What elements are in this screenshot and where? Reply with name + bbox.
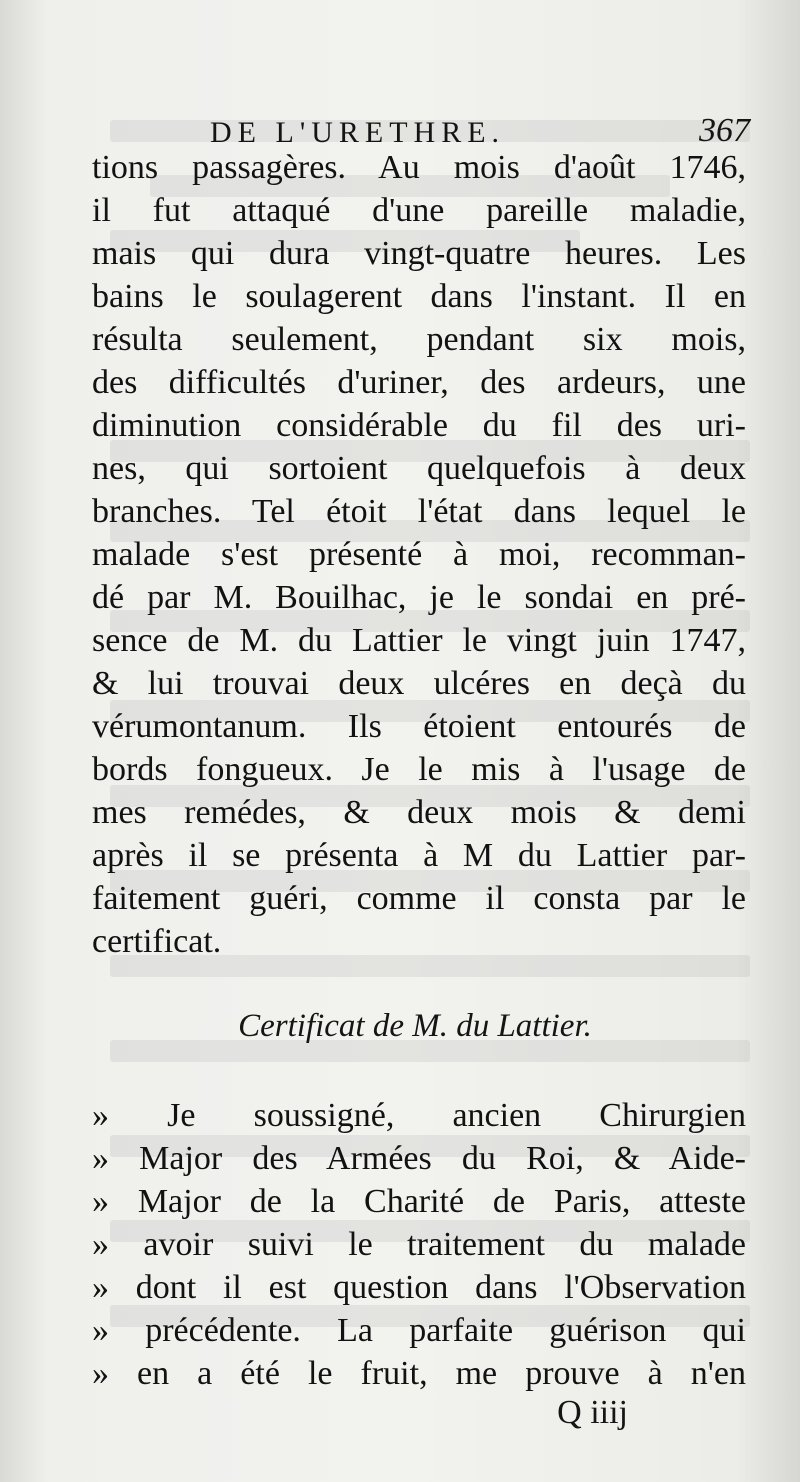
text-line: des difficultés d'uriner, des ardeurs, une bbox=[92, 364, 746, 401]
catchword-signature: Q iiij bbox=[557, 1394, 628, 1431]
certificate-line: » en a été le fruit, me prouve à n'en bbox=[92, 1355, 746, 1392]
text-line: & lui trouvai deux ulcéres en deçà du bbox=[92, 665, 746, 702]
text-line: après il se présenta à M du Lattier par- bbox=[92, 837, 746, 874]
text-line: bords fongueux. Je le mis à l'usage de bbox=[92, 751, 746, 788]
certificate-line: » précédente. La parfaite guérison qui bbox=[92, 1312, 746, 1349]
text-line: mes remédes, & deux mois & demi bbox=[92, 794, 746, 831]
certificate-line: » dont il est question dans l'Observation bbox=[92, 1269, 746, 1306]
text-line: faitement guéri, comme il consta par le bbox=[92, 880, 746, 917]
text-line: tions passagères. Au mois d'août 1746, bbox=[92, 149, 746, 186]
observation-text bbox=[92, 146, 746, 963]
text-line: bains le soulagerent dans l'instant. Il en bbox=[92, 278, 746, 315]
page-header bbox=[210, 98, 750, 150]
certificate-line: » avoir suivi le traitement du malade bbox=[92, 1226, 746, 1263]
running-title: DE L'URETHRE. bbox=[210, 116, 506, 149]
text-line: il fut attaqué d'une pareille maladie, bbox=[92, 192, 746, 229]
text-line: mais qui dura vingt-quatre heures. Les bbox=[92, 235, 746, 272]
text-line: branches. Tel étoit l'état dans lequel le bbox=[92, 493, 746, 530]
certificate-heading: Certificat de M. du Lattier. bbox=[238, 1008, 592, 1044]
text-line: nes, qui sortoient quelquefois à deux bbox=[92, 450, 746, 487]
text-line-last: certificat. bbox=[92, 923, 222, 960]
certificate-line: » Major des Armées du Roi, & Aide- bbox=[92, 1140, 746, 1177]
certificate-line: » Major de la Charité de Paris, atteste bbox=[92, 1183, 746, 1220]
text-line: dé par M. Bouilhac, je le sondai en pré- bbox=[92, 579, 746, 616]
page-number: 367 bbox=[699, 112, 750, 149]
text-line: résulta seulement, pendant six mois, bbox=[92, 321, 746, 358]
text-line: sence de M. du Lattier le vingt juin 1747, bbox=[92, 622, 746, 659]
text-line: malade s'est présenté à moi, recomman- bbox=[92, 536, 746, 573]
certificate-text bbox=[92, 1094, 746, 1395]
certificate-line: » Je soussigné, ancien Chirurgien bbox=[92, 1097, 746, 1134]
text-line: vérumontanum. Ils étoient entourés de bbox=[92, 708, 746, 745]
text-line: diminution considérable du fil des uri- bbox=[92, 407, 746, 444]
